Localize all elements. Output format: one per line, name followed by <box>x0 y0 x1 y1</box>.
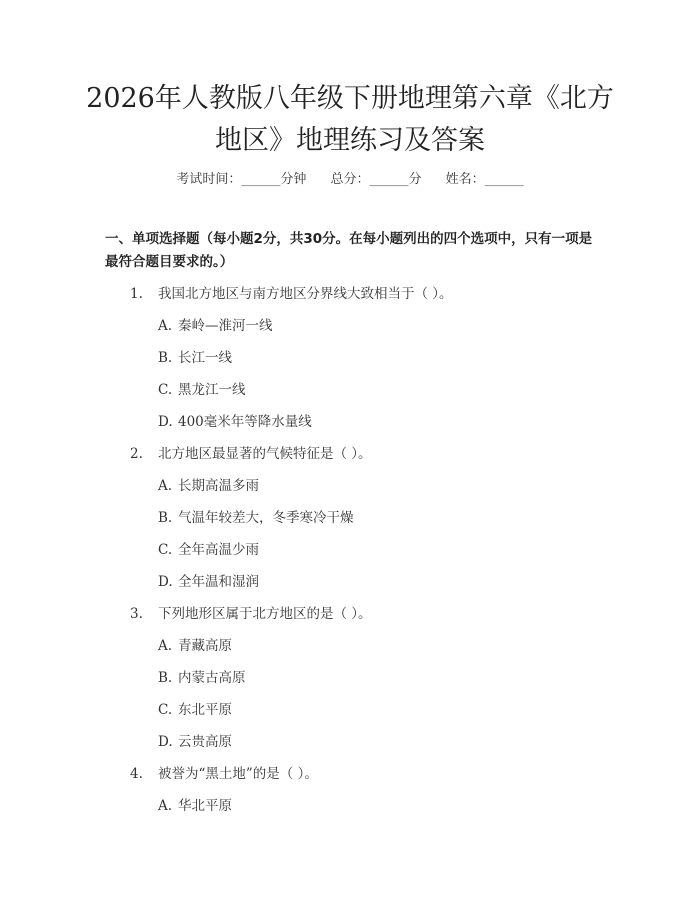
option-text: 全年高温少雨 <box>178 542 259 558</box>
question <box>130 762 318 782</box>
option <box>158 474 259 494</box>
question <box>130 442 372 462</box>
option-text: 华北平原 <box>178 798 232 814</box>
question-number: 3. <box>130 606 143 622</box>
exam-name: 姓名：______ <box>445 172 524 187</box>
title-line-2: 地区》地理练习及答案 <box>215 125 485 156</box>
question-text: 北方地区最显著的气候特征是（ ）。 <box>158 446 372 462</box>
section-heading: 一、单项选择题（每小题2分，共30分。在每小题列出的四个选项中，只有一项是最符合题目要求的。） <box>105 231 593 270</box>
option-letter: A. <box>158 798 173 814</box>
question-number: 2. <box>130 446 143 462</box>
option-text: 云贵高原 <box>178 734 232 750</box>
option <box>158 506 354 526</box>
question-text: 我国北方地区与南方地区分界线大致相当于（ ）。 <box>158 286 453 302</box>
exam-score: 总分：______分 <box>330 172 422 187</box>
option-letter: C. <box>158 382 173 398</box>
option-letter: A. <box>158 318 173 334</box>
option-text: 气温年较差大，冬季寒冷干燥 <box>178 510 354 526</box>
option-letter: B. <box>158 670 173 686</box>
option-letter: D. <box>158 574 173 590</box>
document-title <box>0 78 700 162</box>
option <box>158 570 259 590</box>
option <box>158 730 232 750</box>
option <box>158 666 246 686</box>
question-text: 下列地形区属于北方地区的是（ ）。 <box>158 606 372 622</box>
option-letter: D. <box>158 414 173 430</box>
question <box>130 602 372 622</box>
option-text: 长期高温多雨 <box>178 478 259 494</box>
option <box>158 314 273 334</box>
option-text: 黑龙江一线 <box>178 382 246 398</box>
option-letter: B. <box>158 350 173 366</box>
question-text: 被誉为“黑土地”的是（ ）。 <box>158 766 318 782</box>
option-text: 秦岭—淮河一线 <box>178 318 273 334</box>
option <box>158 634 232 654</box>
option-letter: C. <box>158 542 173 558</box>
option-letter: D. <box>158 734 173 750</box>
exam-meta <box>0 168 700 187</box>
option-text: 长江一线 <box>178 350 232 366</box>
option <box>158 346 232 366</box>
question <box>130 282 453 302</box>
option-letter: A. <box>158 638 173 654</box>
option-text: 青藏高原 <box>178 638 232 654</box>
title-line-1: 2026年人教版八年级下册地理第六章《北方 <box>86 83 614 114</box>
exam-time: 考试时间：______分钟 <box>176 172 307 187</box>
option <box>158 698 232 718</box>
option-letter: A. <box>158 478 173 494</box>
option-text: 400毫米年等降水量线 <box>178 414 312 430</box>
question-number: 4. <box>130 766 143 782</box>
option <box>158 378 246 398</box>
option-text: 全年温和湿润 <box>178 574 259 590</box>
question-number: 1. <box>130 286 143 302</box>
option-text: 东北平原 <box>178 702 232 718</box>
option-letter: C. <box>158 702 173 718</box>
option <box>158 410 312 430</box>
option <box>158 538 259 558</box>
option-text: 内蒙古高原 <box>178 670 246 686</box>
option-letter: B. <box>158 510 173 526</box>
option <box>158 794 232 814</box>
